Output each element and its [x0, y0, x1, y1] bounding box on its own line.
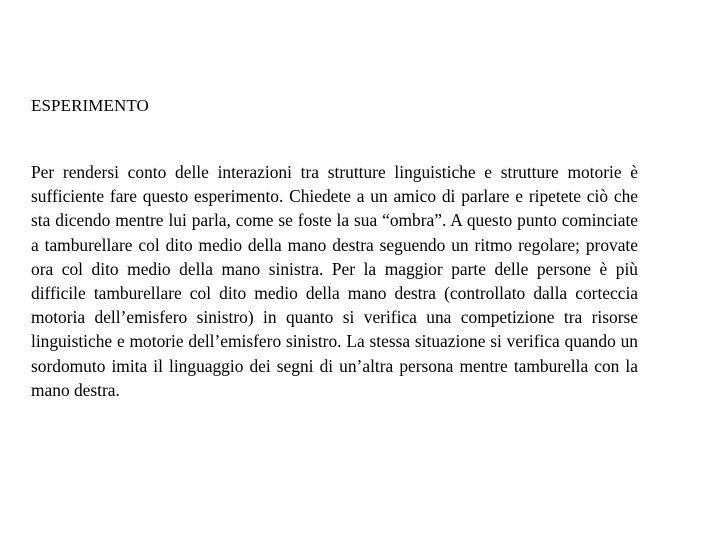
section-heading: ESPERIMENTO: [31, 96, 149, 115]
body-paragraph: Per rendersi conto delle interazioni tra strutture linguistiche e strutture motorie è sufficiente fare questo esperimento. Chiedete a un amico di parlare e ripetete ciò che sta dicendo mentre lui parla, come se foste la sua “ombra”. A questo punto cominciate a tamburellare col dito medio della mano destra seguendo un ritmo regolare; provate ora col dito medio della mano sinistra. Per la maggior parte delle persone è più difficile tamburellare col dito medio della mano destra (controllato dalla corteccia motoria dell’emisfero sinistro) in quanto si verifica una competizione tra risorse linguistiche e motorie dell’emisfero sinistro. La stessa situazione si verifica quando un sordomuto imita il linguaggio dei segni di un’altra persona mentre tamburella con la mano destra.: [31, 162, 638, 400]
